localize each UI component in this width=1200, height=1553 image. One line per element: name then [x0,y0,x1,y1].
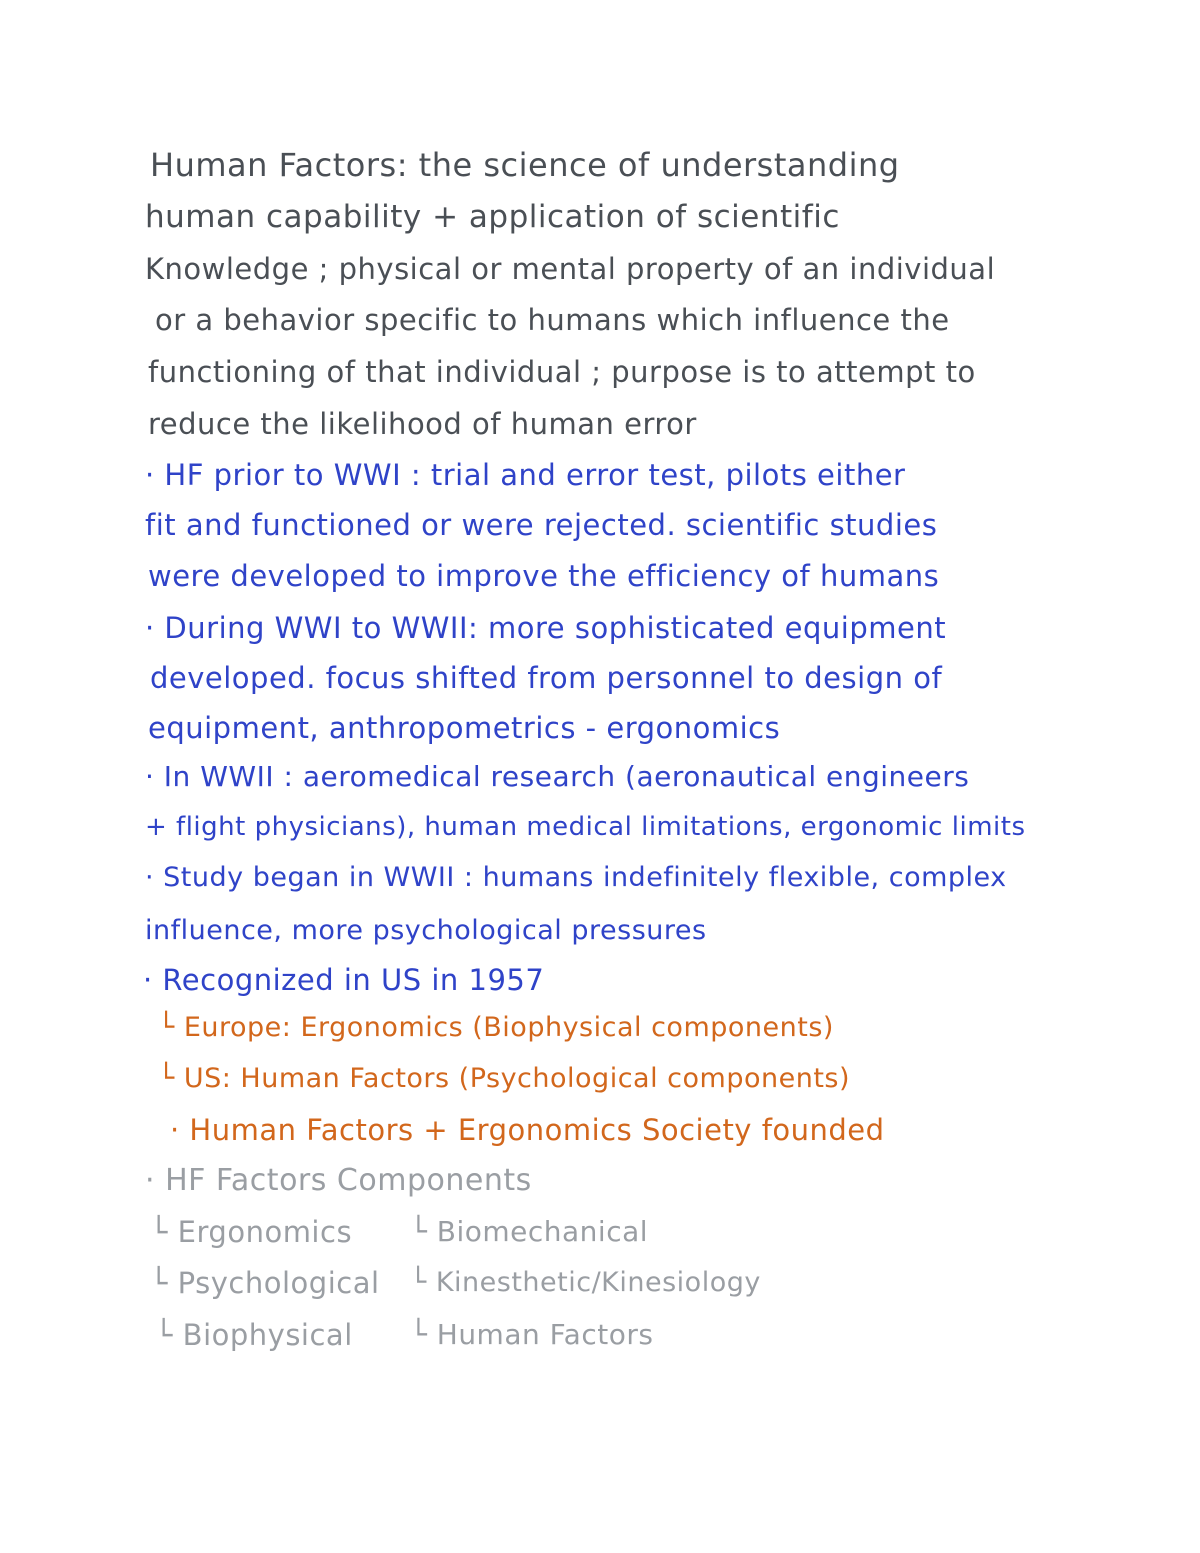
component-kinesthetic: └ Kinesthetic/Kinesiology [410,1267,761,1298]
recognition-europe: └ Europe: Ergonomics (Biophysical components) [158,1012,834,1043]
history-line-7: · In WWII : aeromedical research (aeronautical engineers [145,760,970,793]
history-line-10: influence, more psychological pressures [145,915,707,946]
history-line-9: · Study began in WWII : humans indefinitely flexible, complex [145,862,1007,893]
component-biophysical: └ Biophysical [155,1318,353,1352]
history-line-11: · Recognized in US in 1957 [143,963,545,997]
definition-line-3: Knowledge ; physical or mental property of an individual [145,252,996,286]
recognition-us: └ US: Human Factors (Psychological components) [158,1063,851,1094]
definition-line-5: functioning of that individual ; purpose is to attempt to [148,355,976,389]
component-ergonomics: └ Ergonomics [150,1215,353,1249]
history-line-2: fit and functioned or were rejected. scientific studies [145,508,938,542]
definition-line-1: Human Factors: the science of understanding [150,146,900,184]
history-line-6: equipment, anthropometrics - ergonomics [148,711,781,745]
history-line-1: · HF prior to WWI : trial and error test, pilots either [145,458,906,492]
history-line-8: + flight physicians), human medical limitations, ergonomic limits [145,812,1026,842]
definition-line-4: or a behavior specific to humans which influence the [155,303,950,337]
history-line-3: were developed to improve the efficiency of humans [148,559,940,593]
history-line-4: · During WWI to WWII: more sophisticated equipment [145,611,947,645]
component-human-factors: └ Human Factors [410,1318,654,1351]
component-biomechanical: └ Biomechanical [410,1215,649,1248]
history-line-5: developed. focus shifted from personnel to design of [150,661,943,695]
definition-line-2: human capability + application of scientific [145,199,840,235]
component-psychological: └ Psychological [150,1266,380,1300]
society-founded: · Human Factors + Ergonomics Society founded [170,1113,885,1147]
definition-line-6: reduce the likelihood of human error [148,407,697,441]
components-heading: · HF Factors Components [145,1163,532,1198]
